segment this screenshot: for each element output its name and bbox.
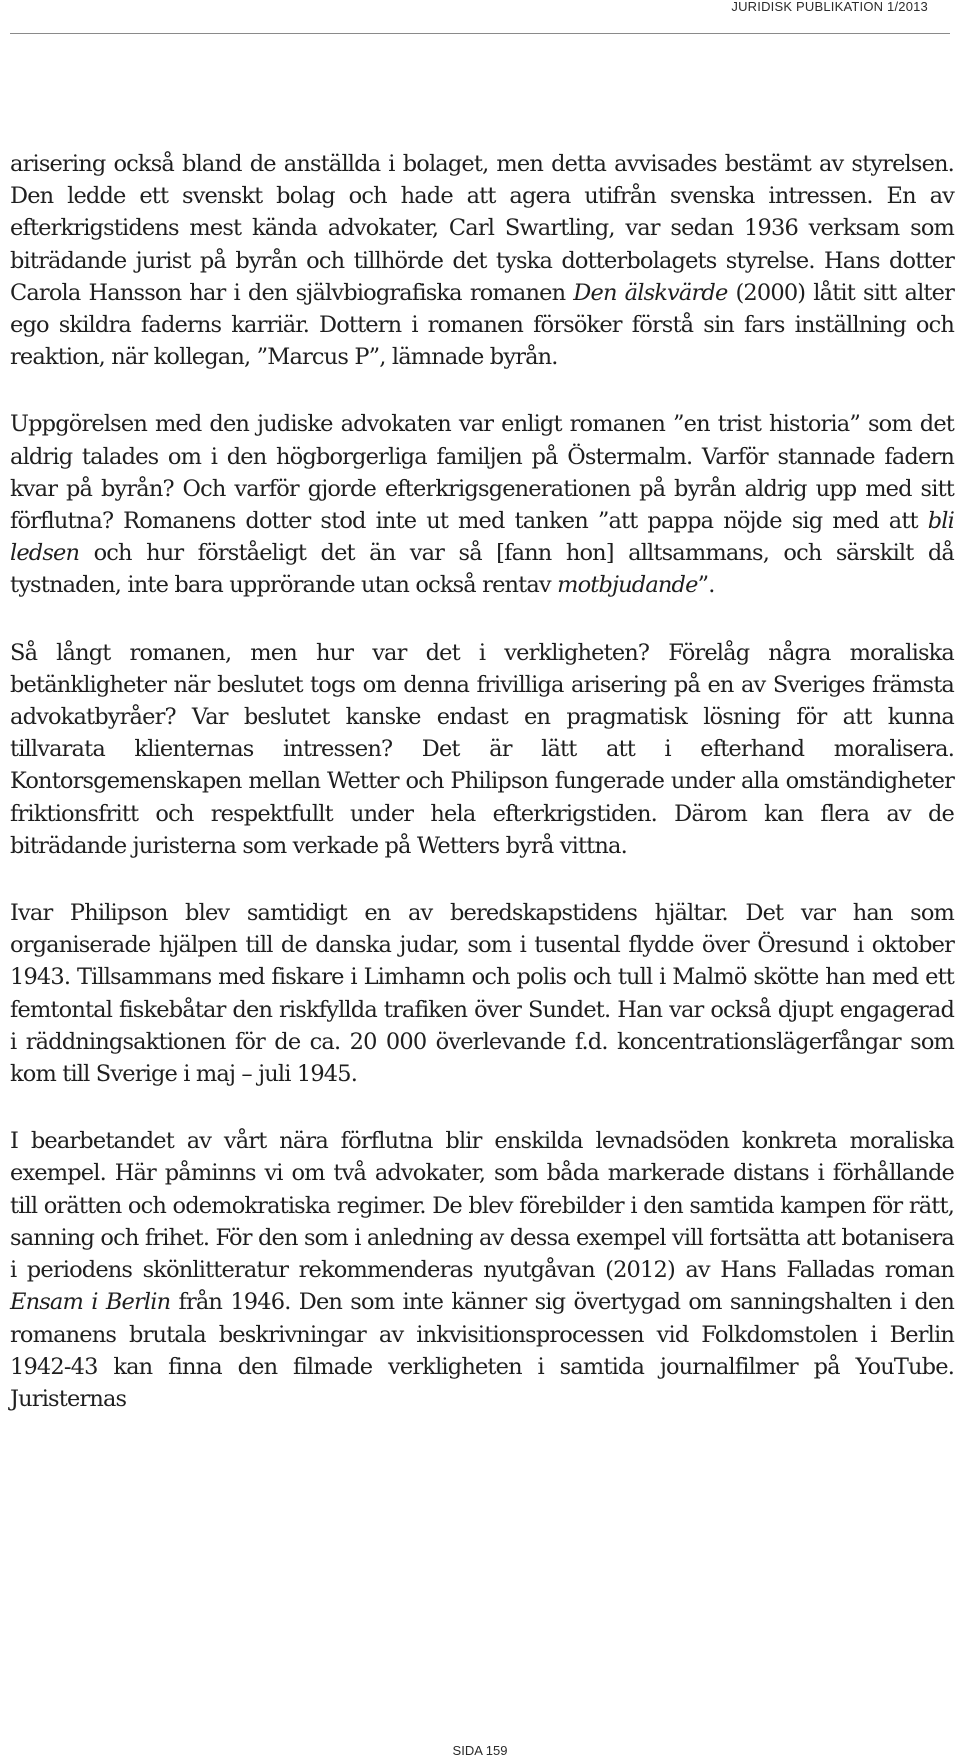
paragraph-text: I bearbetandet av vårt nära förflutna blir enskilda levnadsöden konkreta moraliska exempel. Här påminns vi om två advokater, som båda markerade distans i förhållande till orätten och odemokratiska regimer. De blev förebilder i den samtida kampen för rätt, sanning och frihet. För den som i anledning av dessa exempel vill fortsätta att botanisera i periodens skönlitteratur rekommenderas nyutgåvan (2012) av Hans Falladas roman bbox=[10, 1128, 954, 1284]
italic-title: bli ledsen bbox=[10, 508, 954, 567]
paragraph-text: och hur förståeligt det än var så [fann hon] alltsammans, och särskilt då tystnaden, inte bara upprörande utan också rentav bbox=[10, 540, 954, 599]
paragraph bbox=[10, 637, 954, 862]
publication-header: JURIDISK PUBLIKATION 1/2013 bbox=[731, 0, 928, 14]
paragraph bbox=[10, 1125, 954, 1415]
header-divider bbox=[10, 33, 950, 34]
paragraph-text: Så långt romanen, men hur var det i verkligheten? Förelåg några moraliska betänkligheter när beslutet togs om denna frivilliga arisering på en av Sveriges främsta advokatbyråer? Var beslutet kanske endast en pragmatisk lösning för att kunna tillvarata klienternas intressen? Det är lätt att i efterhand moralisera. Kontorsgemenskapen mellan Wetter och Philipson fungerade under alla omständigheter friktionsfritt och respektfullt under hela efterkrigstiden. Därom kan flera av de biträdande juristerna som verkade på Wetters byrå vittna. bbox=[10, 639, 954, 859]
paragraph bbox=[10, 408, 954, 601]
page-number: SIDA 159 bbox=[452, 1743, 508, 1758]
paragraph-text: (2000) låtit sitt alter ego skildra faderns karriär. Dottern i romanen försöker förstå sin fars inställning och reaktion, när kollegan, ”Marcus P”, lämnade byrån. bbox=[10, 279, 954, 371]
paragraph-text: Ivar Philipson blev samtidigt en av beredskapstidens hjältar. Det var han som organiserade hjälpen till de danska judar, som i tusental flydde över Öresund i oktober 1943. Tillsammans med fiskare i Limhamn och polis och tull i Malmö skötte han med ett femtontal fiskebåtar den riskfyllda trafiken över Sundet. Han var också djupt engagerad i räddningsaktionen för de ca. 20 000 överlevande f.d. koncentrationslägerfångar som kom till Sverige i maj – juli 1945. bbox=[10, 900, 954, 1088]
paragraph-text: ”. bbox=[697, 572, 715, 599]
italic-title: Den älskvärde bbox=[573, 279, 728, 306]
italic-title: Ensam i Berlin bbox=[10, 1289, 171, 1316]
article-body bbox=[10, 148, 954, 1415]
paragraph bbox=[10, 148, 954, 373]
paragraph-text: från 1946. Den som inte känner sig övertygad om sanningshalten i den romanens brutala beskrivningar av inkvisitionsprocessen vid Folkdomstolen i Berlin 1942-43 kan finna den filmade verkligheten i samtida journalfilmer på YouTube. Juristernas bbox=[10, 1289, 954, 1412]
paragraph bbox=[10, 897, 954, 1090]
italic-title: motbjudande bbox=[557, 572, 698, 599]
paragraph-text: Uppgörelsen med den judiske advokaten var enligt romanen ”en trist historia” som det aldrig talades om i den högborgerliga familjen på Östermalm. Varför stannade fadern kvar på byrån? Och varför gjorde efterkrigsgenerationen på byrån aldrig upp med sitt förflutna? Romanens dotter stod inte ut med tanken ”att pappa nöjde sig med att bbox=[10, 411, 954, 535]
paragraph-text: arisering också bland de anställda i bolaget, men detta avvisades bestämt av styrelsen. Den ledde ett svenskt bolag och hade att agera utifrån svenska intressen. En av efterkrigstidens mest kända advokater, Carl Swartling, var sedan 1936 verksam som biträdande jurist på byrån och tillhörde det tyska dotterbolagets styrelse. Hans dotter Carola Hansson har i den självbiografiska romanen bbox=[10, 151, 954, 306]
